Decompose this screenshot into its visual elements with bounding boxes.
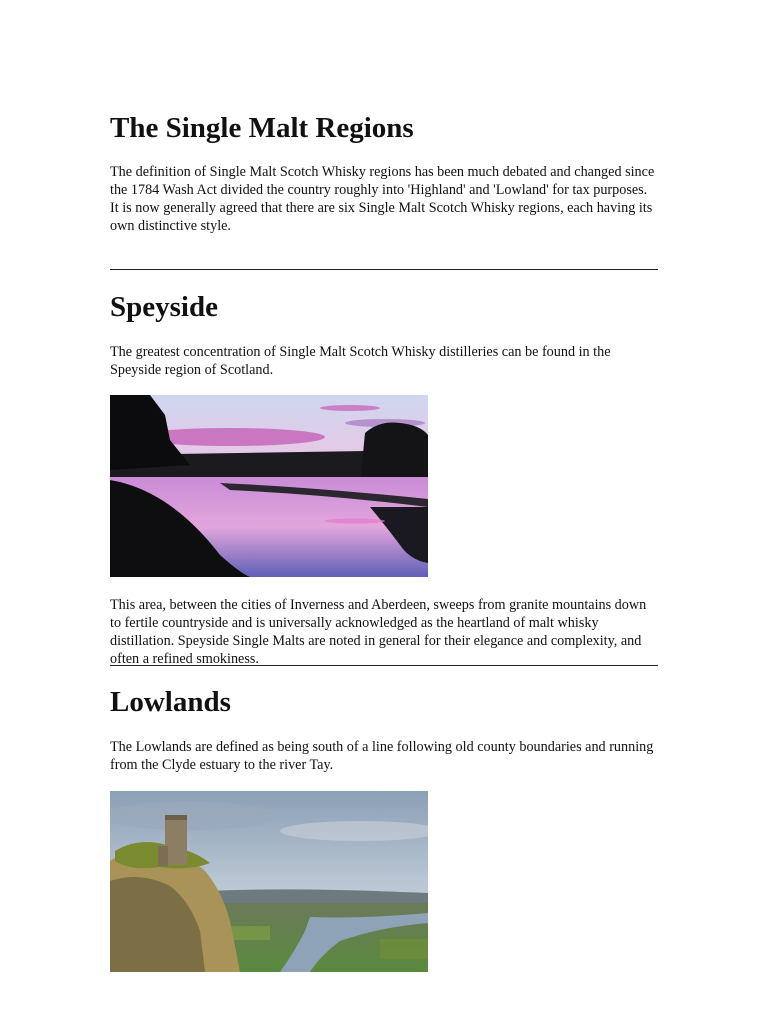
speyside-river-photo	[110, 395, 428, 577]
speyside-lead-paragraph: The greatest concentration of Single Malt Scotch Whisky distilleries can be found in the Speyside region of Scotland.	[110, 344, 611, 378]
lowlands-heading: Lowlands	[110, 686, 231, 718]
section-divider	[110, 665, 658, 666]
lowlands-lead-paragraph: The Lowlands are defined as being south of a line following old county boundaries and running from the Clyde estuary to the river Tay.	[110, 739, 654, 773]
section-divider	[110, 269, 658, 270]
page-title: The Single Malt Regions	[110, 112, 414, 144]
intro-paragraph: The definition of Single Malt Scotch Whisky regions has been much debated and changed since the 1784 Wash Act divided the country roughly into 'Highland' and 'Lowland' for tax purposes. It is now generally agreed that there are six Single Malt Scotch Whisky regions, each having its own distinctive style.	[110, 164, 655, 234]
speyside-heading: Speyside	[110, 291, 218, 323]
lowlands-tower-photo	[110, 791, 428, 972]
speyside-body-paragraph: This area, between the cities of Inverness and Aberdeen, sweeps from granite mountains down to fertile countryside and is universally acknowledged as the heartland of malt whisky distillation. Speyside Single Malts are noted in general for their elegance and complexity, and often a refined smokiness.	[110, 597, 647, 667]
